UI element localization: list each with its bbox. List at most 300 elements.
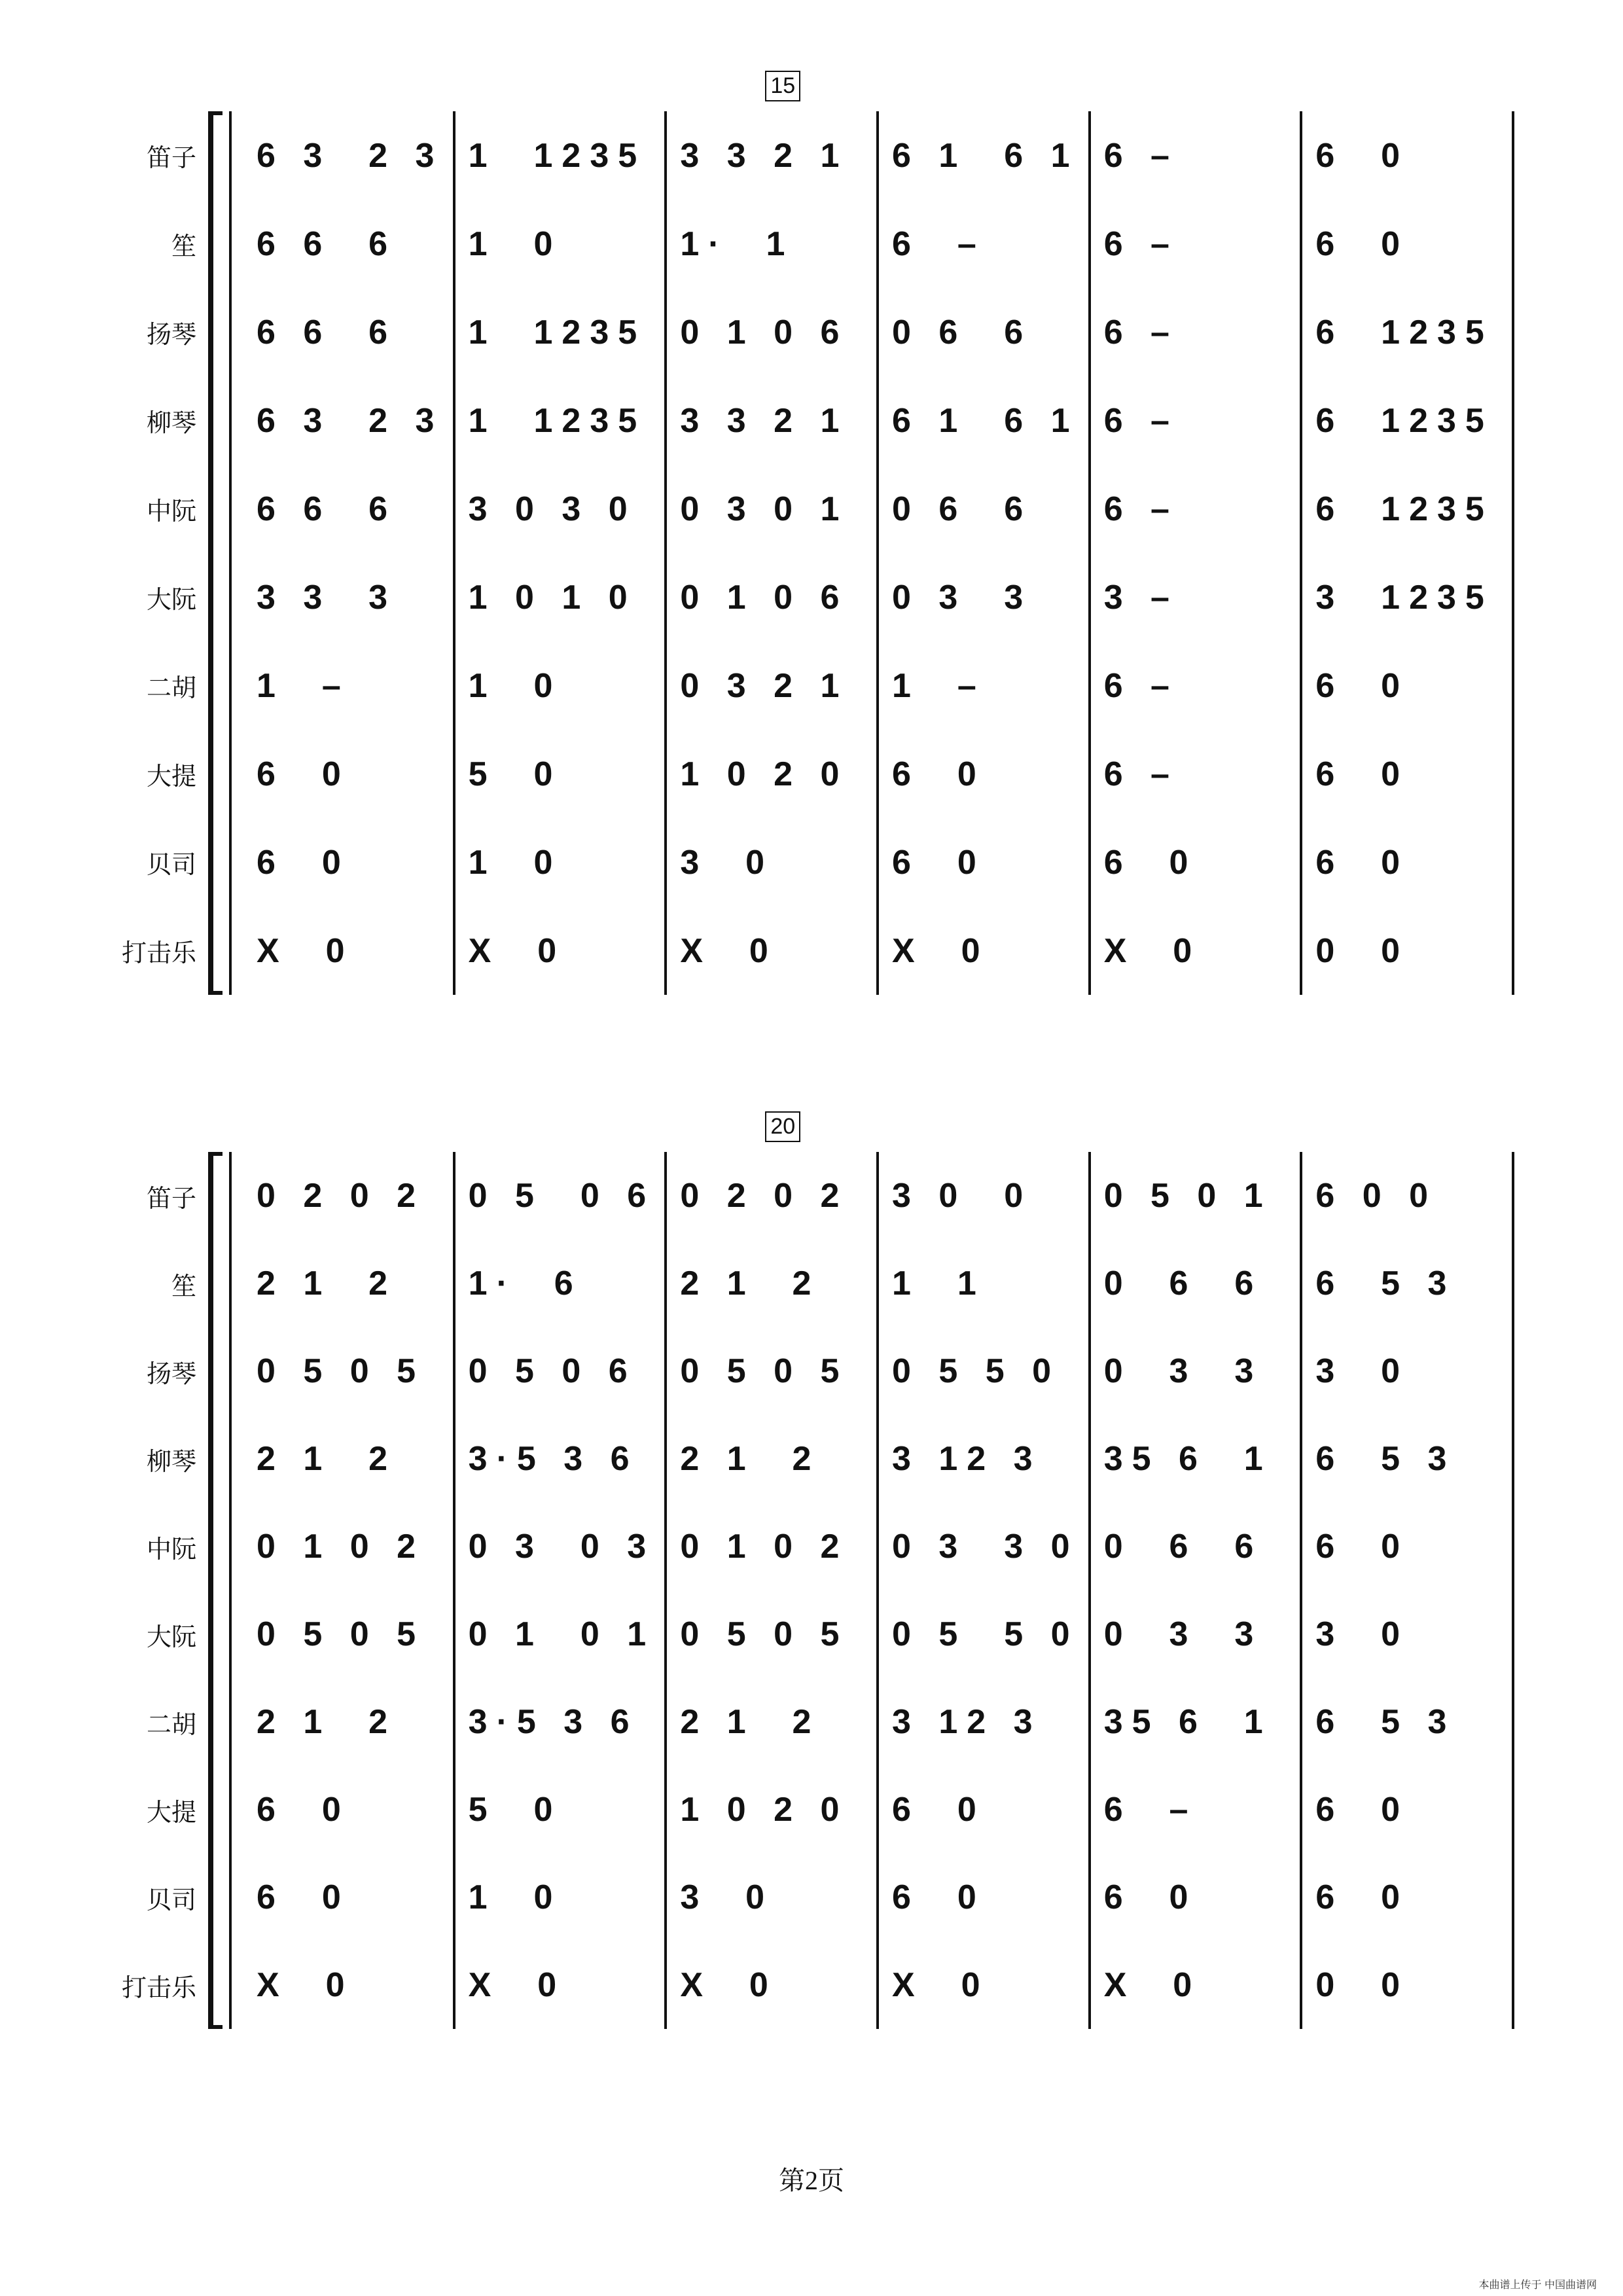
measure [1091, 376, 1303, 465]
measure-row [243, 376, 1512, 465]
measure [455, 200, 668, 288]
measure-row [243, 1114, 1512, 1240]
measure-row [243, 553, 1512, 641]
jianpu-notes: 1 1235 [468, 136, 647, 175]
measure [1302, 111, 1512, 200]
instrument-name: 大提 [146, 763, 196, 791]
measure [1091, 1152, 1303, 1240]
jianpu-notes: 3·5 3 6 [468, 1703, 639, 1741]
measure-row [243, 288, 1512, 376]
jianpu-notes: 6 0 [1103, 1878, 1198, 1916]
instrument-name: 二胡 [146, 675, 196, 702]
jianpu-notes: 0 1 0 2 [680, 1528, 849, 1566]
measure [1091, 465, 1303, 553]
instrument-name: 贝司 [146, 852, 196, 879]
measure [455, 1327, 668, 1415]
jianpu-notes: 3 0 3 0 [468, 490, 637, 528]
page-number: 第2页 [779, 2166, 844, 2195]
measure [667, 1240, 879, 1327]
measure [243, 1678, 455, 1766]
measure [243, 376, 455, 465]
measure [1302, 641, 1512, 730]
instrument-name: 打击乐 [121, 1974, 196, 2002]
measure [879, 906, 1091, 995]
measure [1091, 1327, 1303, 1415]
jianpu-notes: 6 0 [257, 755, 350, 793]
instrument-staff [0, 730, 1623, 818]
jianpu-notes: 0 5 0 6 [468, 1352, 637, 1390]
measure [667, 200, 879, 288]
measure [879, 1766, 1091, 1854]
measure [1091, 818, 1303, 906]
measure [879, 730, 1091, 818]
measure [455, 641, 668, 730]
jianpu-notes: 3·5 3 6 [468, 1440, 639, 1478]
measure [879, 200, 1091, 288]
jianpu-notes: 6 – [1103, 224, 1179, 263]
jianpu-notes: 3 0 [1315, 1352, 1410, 1390]
jianpu-notes: X 0 [1103, 1966, 1202, 2004]
jianpu-notes: 0 5 5 0 [892, 1615, 1079, 1653]
instrument-name: 柳琴 [146, 1448, 196, 1476]
instrument-staff [0, 288, 1623, 376]
measure [455, 1415, 668, 1503]
jianpu-notes: 1 0 [468, 1878, 562, 1916]
measure-row [243, 73, 1512, 200]
jianpu-notes: 2 1 2 [680, 1440, 821, 1478]
measure [243, 641, 455, 730]
measure-number: 20 [765, 1111, 800, 1142]
measure [455, 1766, 668, 1854]
measure [1302, 1854, 1512, 1941]
measure [667, 1590, 879, 1678]
measure [243, 818, 455, 906]
instrument-staff [0, 641, 1623, 730]
jianpu-notes: 0 5 0 5 [257, 1615, 425, 1653]
jianpu-notes: 6 0 [892, 755, 986, 793]
jianpu-notes: 0 3 3 [1103, 1352, 1263, 1390]
jianpu-notes: 1· 1 [680, 224, 794, 263]
measure-row [243, 465, 1512, 553]
instrument-staff [0, 200, 1623, 288]
jianpu-notes: 6 0 [1315, 136, 1410, 175]
instrument-staff [0, 1678, 1623, 1766]
measure-row [243, 1327, 1512, 1415]
measure [879, 1941, 1091, 2029]
measure [1302, 1766, 1512, 1854]
measure-row [243, 200, 1512, 288]
jianpu-notes: 6 0 [1315, 666, 1410, 705]
jianpu-notes: X 0 [468, 931, 566, 970]
jianpu-notes: 6 0 [257, 1878, 350, 1916]
measure [879, 1678, 1091, 1766]
measure [455, 111, 668, 200]
measure [667, 1766, 879, 1854]
measure [1091, 1240, 1303, 1327]
measure [667, 1678, 879, 1766]
jianpu-notes: 0 2 0 2 [257, 1177, 425, 1215]
jianpu-notes: 0 3 0 3 [468, 1528, 656, 1566]
jianpu-notes: 6 0 [892, 1878, 986, 1916]
instrument-name: 扬琴 [146, 321, 196, 349]
jianpu-notes: 1· 6 [468, 1265, 582, 1302]
measure [1302, 1503, 1512, 1590]
measure [455, 1590, 668, 1678]
jianpu-notes: X 0 [680, 1966, 777, 2004]
jianpu-notes: 0 0 [1315, 931, 1410, 970]
measure [1302, 1590, 1512, 1678]
jianpu-notes: 6 3 2 3 [257, 136, 444, 175]
jianpu-notes: 6 1 6 1 [892, 401, 1079, 440]
jianpu-notes: X 0 [680, 931, 777, 970]
measure [455, 1503, 668, 1590]
measure-number: 15 [765, 71, 800, 101]
measure [1091, 1678, 1303, 1766]
jianpu-notes: 3 12 3 [892, 1440, 1042, 1478]
measure-row [243, 1854, 1512, 1941]
jianpu-notes: 6 0 [257, 843, 350, 882]
measure-row [243, 1590, 1512, 1678]
measure [879, 288, 1091, 376]
measure-row [243, 1678, 1512, 1766]
measure [1091, 288, 1303, 376]
measure [1302, 553, 1512, 641]
jianpu-notes: 1 0 2 0 [680, 755, 849, 793]
measure [1091, 111, 1303, 200]
jianpu-notes: X 0 [257, 1966, 354, 2004]
jianpu-notes: 0 1 0 6 [680, 578, 849, 617]
measure-row [243, 1766, 1512, 1854]
instrument-name: 笙 [171, 1272, 196, 1300]
jianpu-notes: 3 12 3 [892, 1703, 1042, 1741]
measure [667, 1327, 879, 1415]
jianpu-notes: 0 5 0 6 [468, 1177, 656, 1215]
jianpu-notes: X 0 [1103, 931, 1202, 970]
jianpu-notes: 6 3 2 3 [257, 401, 444, 440]
instrument-staff [0, 465, 1623, 553]
measure [667, 288, 879, 376]
measure [667, 818, 879, 906]
instrument-staff [0, 1590, 1623, 1678]
measure [1091, 553, 1303, 641]
jianpu-notes: 6 1235 [1315, 313, 1493, 351]
jianpu-notes: 3 1235 [1315, 578, 1493, 617]
jianpu-notes: 35 6 1 [1103, 1703, 1272, 1741]
measure [879, 818, 1091, 906]
jianpu-notes: 6 0 [1315, 755, 1410, 793]
jianpu-notes: 6 0 [1315, 843, 1410, 882]
jianpu-notes: 6 0 [1315, 1528, 1410, 1566]
instrument-staff [0, 1327, 1623, 1415]
measure [879, 1240, 1091, 1327]
measure [879, 465, 1091, 553]
jianpu-notes: 6 – [1103, 401, 1179, 440]
measure [1091, 906, 1303, 995]
jianpu-notes: 1 0 [468, 843, 562, 882]
measure [243, 200, 455, 288]
measure [455, 730, 668, 818]
measure [1302, 1941, 1512, 2029]
jianpu-notes: 3 3 2 1 [680, 136, 849, 175]
jianpu-notes: 6 – [892, 224, 986, 263]
measure [1091, 1766, 1303, 1854]
measure [1091, 1941, 1303, 2029]
measure [879, 1327, 1091, 1415]
measure [1302, 1678, 1512, 1766]
measure-row [243, 730, 1512, 818]
measure [879, 376, 1091, 465]
measure [455, 1678, 668, 1766]
measure [455, 288, 668, 376]
measure [667, 73, 879, 200]
instrument-name: 中阮 [146, 498, 196, 526]
jianpu-notes: 0 5 0 1 [1103, 1177, 1272, 1215]
jianpu-notes: 0 3 0 1 [680, 490, 849, 528]
measure [243, 1766, 455, 1854]
jianpu-notes: 2 1 2 [680, 1265, 821, 1302]
jianpu-notes: 35 6 1 [1103, 1440, 1272, 1478]
jianpu-notes: 1 1235 [468, 401, 647, 440]
measure [455, 1854, 668, 1941]
jianpu-notes: 6 0 [1315, 1878, 1410, 1916]
measure [667, 906, 879, 995]
measure [243, 1941, 455, 2029]
measure [455, 1941, 668, 2029]
jianpu-notes: 0 3 2 1 [680, 666, 849, 705]
measure [1302, 818, 1512, 906]
measure [667, 553, 879, 641]
jianpu-notes: 1 0 [468, 666, 562, 705]
jianpu-notes: 2 1 2 [257, 1703, 397, 1741]
measure [455, 906, 668, 995]
measure [243, 730, 455, 818]
jianpu-notes: 6 1 6 1 [892, 136, 1079, 175]
measure-row [243, 1240, 1512, 1327]
measure [667, 1114, 879, 1240]
jianpu-notes: 0 3 3 [1103, 1615, 1263, 1653]
jianpu-notes: 6 – [1103, 1791, 1198, 1829]
measure [455, 1240, 668, 1327]
jianpu-notes: 6 – [1103, 313, 1179, 351]
jianpu-notes: 1 – [892, 666, 986, 705]
instrument-staff [0, 1240, 1623, 1327]
measure [1302, 730, 1512, 818]
jianpu-notes: 0 5 5 0 [892, 1352, 1061, 1390]
measure [667, 641, 879, 730]
measure [1091, 1415, 1303, 1503]
measure [1091, 730, 1303, 818]
instrument-name: 笛子 [146, 1185, 196, 1213]
instrument-name: 大阮 [146, 1623, 196, 1651]
measure-row [243, 906, 1512, 995]
score-system [0, 73, 1623, 995]
measure [1302, 376, 1512, 465]
jianpu-notes: 6 – [1103, 490, 1179, 528]
measure [455, 818, 668, 906]
jianpu-notes: 0 1 0 1 [468, 1615, 656, 1653]
measure [1302, 200, 1512, 288]
instrument-name: 大阮 [146, 586, 196, 614]
footer-watermark: 本曲谱上传于 中国曲谱网 [1478, 2280, 1597, 2291]
measure [243, 111, 455, 200]
measure [667, 1941, 879, 2029]
instrument-name: 贝司 [146, 1886, 196, 1914]
measure [243, 906, 455, 995]
jianpu-notes: 1 0 [468, 224, 562, 263]
jianpu-notes: 5 0 [468, 1791, 562, 1829]
measure [455, 465, 668, 553]
measure-row [243, 818, 1512, 906]
measure [243, 1503, 455, 1590]
jianpu-notes: 1 – [257, 666, 350, 705]
instrument-name: 大提 [146, 1799, 196, 1827]
measure [1302, 465, 1512, 553]
measure [1091, 1503, 1303, 1590]
measure [879, 1854, 1091, 1941]
measure [1091, 200, 1303, 288]
instrument-name: 中阮 [146, 1535, 196, 1564]
instrument-name: 二胡 [146, 1711, 196, 1739]
jianpu-notes: 1 1235 [468, 313, 647, 351]
measure [243, 288, 455, 376]
jianpu-notes: 6 1235 [1315, 490, 1493, 528]
instrument-staff [0, 376, 1623, 465]
jianpu-notes: 6 – [1103, 755, 1179, 793]
jianpu-notes: 5 0 [468, 755, 562, 793]
measure [243, 1240, 455, 1327]
measure [1302, 1240, 1512, 1327]
jianpu-notes: 2 1 2 [257, 1265, 397, 1302]
jianpu-notes: 0 2 0 2 [680, 1177, 849, 1215]
jianpu-notes: 1 0 1 0 [468, 578, 637, 617]
measure [1302, 1415, 1512, 1503]
jianpu-notes: 3 0 [680, 1878, 774, 1916]
jianpu-notes: 0 5 0 5 [257, 1352, 425, 1390]
measure [1302, 1327, 1512, 1415]
jianpu-notes: 0 1 0 2 [257, 1528, 425, 1566]
jianpu-notes: 0 6 6 [892, 313, 1033, 351]
measure [879, 1590, 1091, 1678]
jianpu-notes: 2 1 2 [257, 1440, 397, 1478]
measure-row [243, 1941, 1512, 2029]
jianpu-notes: 6 5 3 [1315, 1703, 1456, 1741]
instrument-staff [0, 1114, 1623, 1240]
measure [455, 553, 668, 641]
jianpu-notes: 6 6 6 [257, 313, 397, 351]
jianpu-notes: 6 0 [1103, 843, 1198, 882]
measure [243, 1415, 455, 1503]
measure [879, 1503, 1091, 1590]
measure [1302, 288, 1512, 376]
jianpu-notes: X 0 [892, 1966, 990, 2004]
measure-row [243, 1415, 1512, 1503]
jianpu-notes: 6 – [1103, 666, 1179, 705]
jianpu-notes: 0 6 6 [1103, 1265, 1263, 1302]
measure [879, 111, 1091, 200]
jianpu-notes: 6 0 [892, 843, 986, 882]
measure [455, 376, 668, 465]
jianpu-notes: 3 0 0 [892, 1177, 1033, 1215]
jianpu-notes: X 0 [468, 1966, 566, 2004]
measure [879, 641, 1091, 730]
instrument-staff [0, 1766, 1623, 1854]
measure [455, 1152, 668, 1240]
jianpu-notes: 6 1235 [1315, 401, 1493, 440]
measure [1302, 906, 1512, 995]
measure [667, 1854, 879, 1941]
jianpu-notes: 1 0 2 0 [680, 1791, 849, 1829]
instrument-name: 笙 [171, 233, 196, 260]
measure [667, 1503, 879, 1590]
measure [243, 1854, 455, 1941]
jianpu-notes: 6 – [1103, 136, 1179, 175]
instrument-staff [0, 1854, 1623, 1941]
jianpu-notes: 6 0 [257, 1791, 350, 1829]
jianpu-notes: 3 3 2 1 [680, 401, 849, 440]
jianpu-notes: 6 0 [1315, 224, 1410, 263]
jianpu-notes: 0 0 [1315, 1966, 1410, 2004]
measure [1302, 1152, 1512, 1240]
jianpu-notes: 0 6 6 [1103, 1528, 1263, 1566]
jianpu-notes: X 0 [257, 931, 354, 970]
jianpu-notes: 6 6 6 [257, 224, 397, 263]
measure [1091, 1590, 1303, 1678]
jianpu-notes: 3 0 [680, 843, 774, 882]
instrument-name: 柳琴 [146, 410, 196, 437]
jianpu-notes: 6 5 3 [1315, 1265, 1456, 1302]
jianpu-notes: 0 1 0 6 [680, 313, 849, 351]
jianpu-notes: X 0 [892, 931, 990, 970]
measure-row [243, 641, 1512, 730]
jianpu-notes: 3 – [1103, 578, 1179, 617]
measure [243, 1152, 455, 1240]
measure [667, 376, 879, 465]
measure [243, 1327, 455, 1415]
instrument-name: 打击乐 [121, 940, 196, 967]
measure [879, 553, 1091, 641]
measure [243, 465, 455, 553]
jianpu-notes: 0 5 0 5 [680, 1615, 849, 1653]
instrument-staff [0, 1503, 1623, 1590]
instrument-staff [0, 553, 1623, 641]
instrument-staff [0, 1941, 1623, 2029]
jianpu-notes: 2 1 2 [680, 1703, 821, 1741]
jianpu-notes: 0 3 3 [892, 578, 1033, 617]
measure [1091, 1854, 1303, 1941]
jianpu-notes: 6 0 0 [1315, 1177, 1438, 1215]
instrument-staff [0, 1415, 1623, 1503]
measure [879, 1152, 1091, 1240]
jianpu-notes: 0 5 0 5 [680, 1352, 849, 1390]
instrument-name: 笛子 [146, 145, 196, 172]
measure [667, 465, 879, 553]
jianpu-notes: 6 5 3 [1315, 1440, 1456, 1478]
measure [879, 1415, 1091, 1503]
jianpu-notes: 6 0 [1315, 1791, 1410, 1829]
jianpu-notes: 1 1 [892, 1265, 986, 1302]
measure [667, 730, 879, 818]
instrument-staff [0, 73, 1623, 200]
measure [667, 1415, 879, 1503]
score-system [0, 1114, 1623, 2029]
measure [243, 553, 455, 641]
jianpu-notes: 6 0 [892, 1791, 986, 1829]
jianpu-notes: 3 0 [1315, 1615, 1410, 1653]
measure-row [243, 1503, 1512, 1590]
jianpu-notes: 0 6 6 [892, 490, 1033, 528]
instrument-name: 扬琴 [146, 1360, 196, 1388]
jianpu-notes: 3 3 3 [257, 578, 397, 617]
